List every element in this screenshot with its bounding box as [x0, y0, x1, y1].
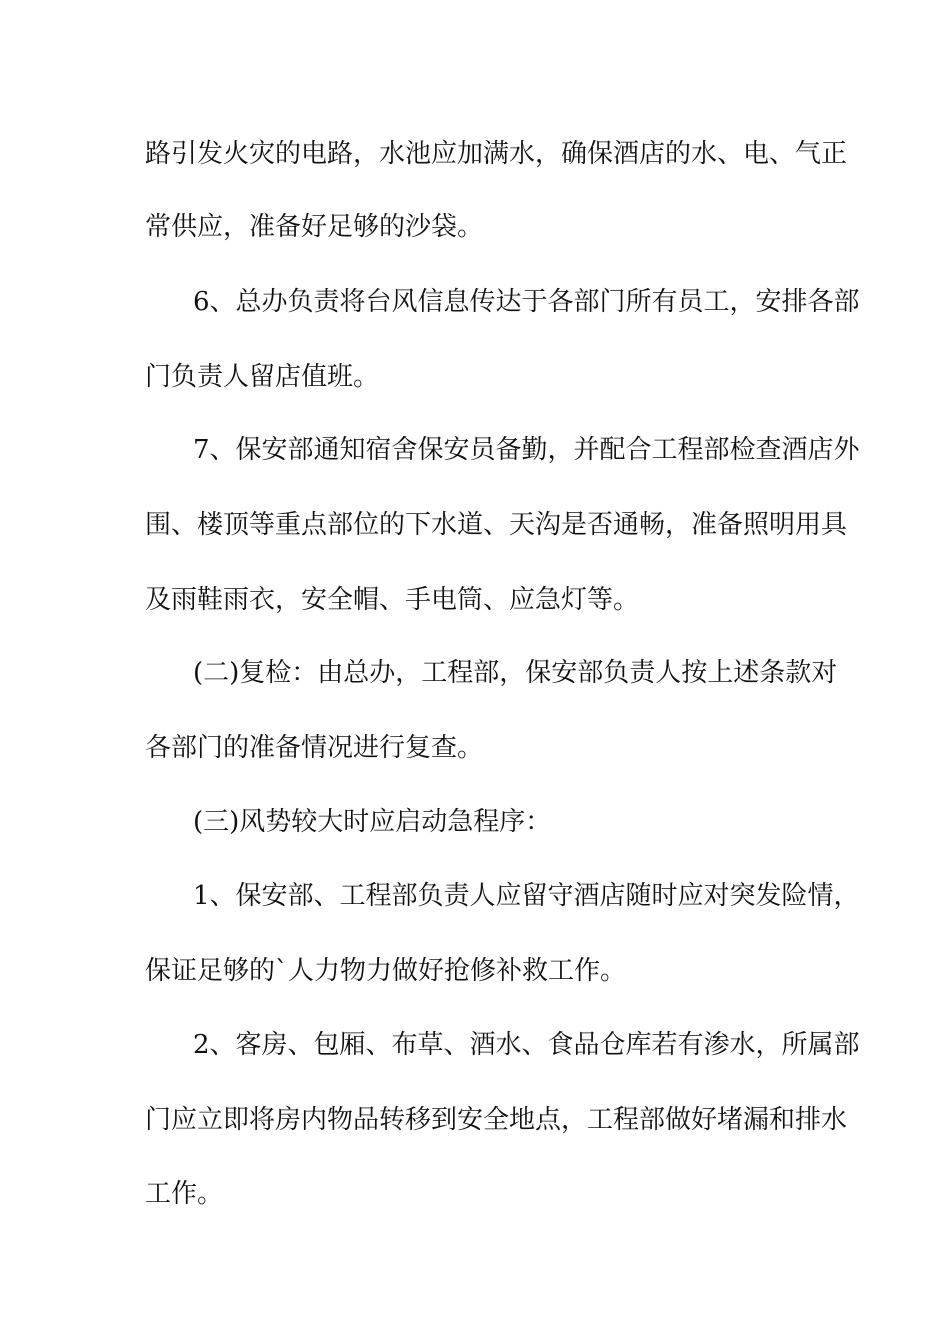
text-line: 常供应，准备好足够的沙袋。	[145, 212, 484, 242]
text-line: (二)复检：由总办，工程部，保安部负责人按上述条款对	[193, 658, 838, 688]
text-line: (三)风势较大时应启动急程序：	[193, 807, 552, 837]
text-line: 7、保安部通知宿舍保安员备勤，并配合工程部检查酒店外	[193, 435, 860, 465]
text-line: 各部门的准备情况进行复查。	[145, 733, 484, 763]
text-line: 门应立即将房内物品转移到安全地点，工程部做好堵漏和排水	[145, 1105, 848, 1135]
text-line: 门负责人留店值班。	[145, 362, 380, 392]
text-line: 及雨鞋雨衣，安全帽、手电筒、应急灯等。	[145, 585, 640, 615]
text-line: 2、客房、包厢、布草、酒水、食品仓库若有渗水，所属部	[193, 1030, 860, 1060]
text-line: 6、总办负责将台风信息传达于各部门所有员工，安排各部	[193, 287, 860, 317]
text-line: 工作。	[145, 1179, 224, 1209]
text-line: 路引发火灾的电路，水池应加满水，确保酒店的水、电、气正	[145, 139, 848, 169]
text-line: 1、保安部、工程部负责人应留守酒店随时应对突发险情，	[193, 881, 860, 911]
text-line: 围、楼顶等重点部位的下水道、天沟是否通畅，准备照明用具	[145, 510, 848, 540]
text-line: 保证足够的`人力物力做好抢修补救工作。	[145, 956, 627, 986]
